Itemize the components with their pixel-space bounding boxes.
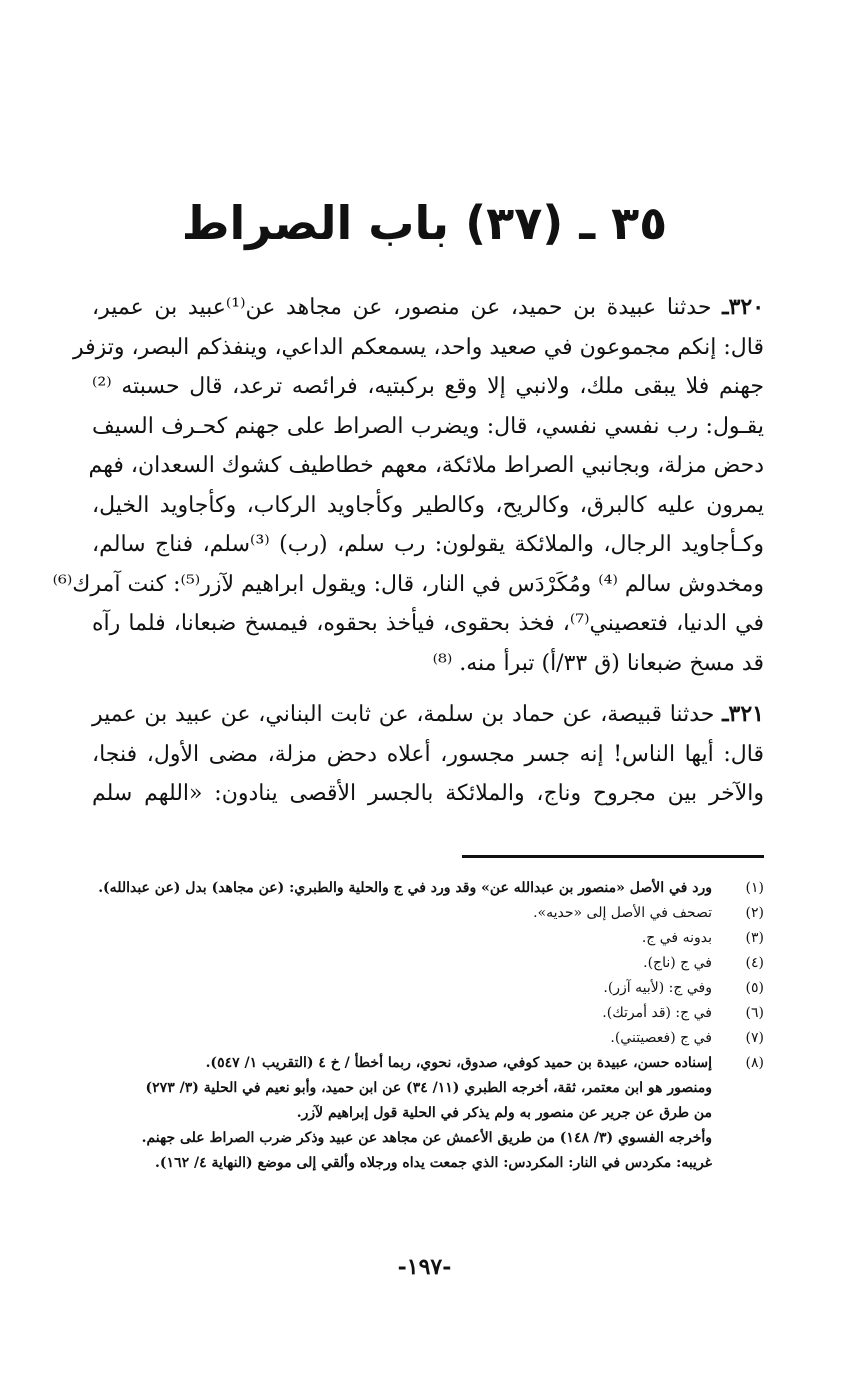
chapter-title: ٣٥ ـ (٣٧) باب الصراط [181, 196, 668, 250]
footnote-text: في ج (ناج). [643, 955, 712, 971]
footnote [92, 901, 764, 926]
footnote [92, 1001, 764, 1026]
text-line-content: حدثنا عبيدة بن حميد، عن منصور، عن مجاهد عن⁽¹⁾عبيد بن عمير، [92, 295, 712, 320]
footnote-continuation: ومنصور هو ابن معتمر، ثقة، أخرجه الطبري (١١/ ٣٤) عن ابن حميد، وأبو نعيم في الحلية (٣/ ٢٧٣) [145, 1080, 712, 1096]
footnote-number: (٧) [745, 1030, 764, 1046]
footnote-continuation: من طرق عن جرير عن منصور به ولم يذكر في الحلية قول إبراهيم لآزر. [296, 1105, 712, 1121]
footnote-number: (٤) [745, 955, 764, 971]
text-line: وكـأجاويد الرجال، والملائكة يقولون: رب سلم، (رب) ⁽³⁾سلم، فناج سالم، [92, 532, 764, 557]
footnote [92, 951, 764, 976]
text-line: قال: أيها الناس! إنه جسر مجسور، أعلاه دحض مزلة، مضى الأول، فنجا، [92, 741, 764, 767]
page-number: -١٩٧- [397, 1254, 452, 1280]
footnote [92, 876, 764, 901]
hadith-321 [92, 695, 764, 814]
footnote-text: بدونه في ج. [641, 930, 712, 946]
footnote-continuation: وأخرجه الفسوي (٣/ ١٤٨) من طريق الأعمش عن مجاهد عن عبيد وذكر ضرب الصراط على جهنم. [141, 1130, 712, 1146]
footnote [92, 1051, 764, 1076]
footnote [92, 926, 764, 951]
hadith-320 [52, 288, 765, 683]
footnote [92, 1026, 764, 1051]
footnote-number: (٨) [745, 1055, 764, 1071]
footnote-number: (٢) [745, 905, 764, 921]
footnote-number: (٦) [745, 1005, 764, 1021]
text-line: يقـول: رب نفسي نفسي، قال: ويضرب الصراط على جهنم كحـرف السيف [92, 413, 764, 439]
hadith-number: ٣٢١ـ [722, 701, 764, 727]
text-line [92, 288, 764, 328]
footnote-text: تصحف في الأصل إلى «حديه». [533, 905, 712, 921]
footnote [92, 976, 764, 1001]
footnote-continuation: غريبه: مكردس في النار: المكردس: الذي جمعت يداه ورجلاه وألقي إلى موضع (النهاية ٤/ ١٦٢). [155, 1155, 712, 1171]
text-line: في الدنيا، فتعصيني⁽⁷⁾، فخذ بحقوى، فيأخذ بحقوه، فيمسخ ضبعانا، فلما رآه [92, 611, 764, 636]
text-line [92, 695, 764, 735]
text-line: والآخر بين مجروح وناج، والملائكة بالجسر الأقصى ينادون: «اللهم سلم [92, 781, 764, 806]
text-line: جهنم فلا يبقى ملك، ولانبي إلا وقع بركبتيه، فرائصه ترعد، قال حسبته ⁽²⁾ [92, 374, 764, 399]
hadith-number: ٣٢٠ـ [722, 294, 765, 320]
footnotes [92, 876, 764, 1176]
footnote-divider [462, 855, 764, 858]
text-line: قد مسخ ضبعانا (ق ٣٣/أ) تبرأ منه. ⁽⁸⁾ [432, 650, 764, 676]
footnote-number: (٣) [745, 930, 764, 946]
footnote-number: (٥) [745, 980, 764, 996]
text-line-content: حدثنا قبيصة، عن حماد بن سلمة، عن ثابت البناني، عن عبيد بن عمير [92, 702, 715, 727]
main-text [52, 288, 765, 814]
footnote-number: (١) [745, 880, 764, 896]
text-line: دحض مزلة، وبجانبي الصراط ملائكة، معهم خطاطيف كشوك السعدان، فهم [88, 453, 764, 478]
text-line: ومخدوش سالم ⁽⁴⁾ ومُكَرْدَس في النار، قال: ويقول ابراهيم لآزر⁽⁵⁾: كنت آمرك⁽⁶⁾ [52, 571, 764, 597]
footnote-text: إسناده حسن، عبيدة بن حميد كوفي، صدوق، نحوي، ربما أخطأ / خ ٤ (التقريب ١/ ٥٤٧). [205, 1055, 712, 1071]
paragraph-gap [92, 683, 764, 695]
text-line: يمرون عليه كالبرق، وكالريح، وكالطير وكأجاويد الركاب، وكأجاويد الخيل، [92, 492, 764, 518]
footnote-text: في ج: (قد أمرتك). [602, 1005, 712, 1021]
footnote-text: ورد في الأصل «منصور بن عبدالله عن» وقد ورد في ج والحلية والطبري: (عن مجاهد) بدل (عن عبدالله). [98, 880, 712, 896]
text-line: قال: إنكم مجموعون في صعيد واحد، يسمعكم الداعي، وينفذكم البصر، وتزفر [72, 334, 764, 360]
footnote-text: في ج (فعصيتني). [610, 1030, 712, 1046]
footnote-text: وفي ج: (لأبيه آزر). [603, 980, 712, 996]
